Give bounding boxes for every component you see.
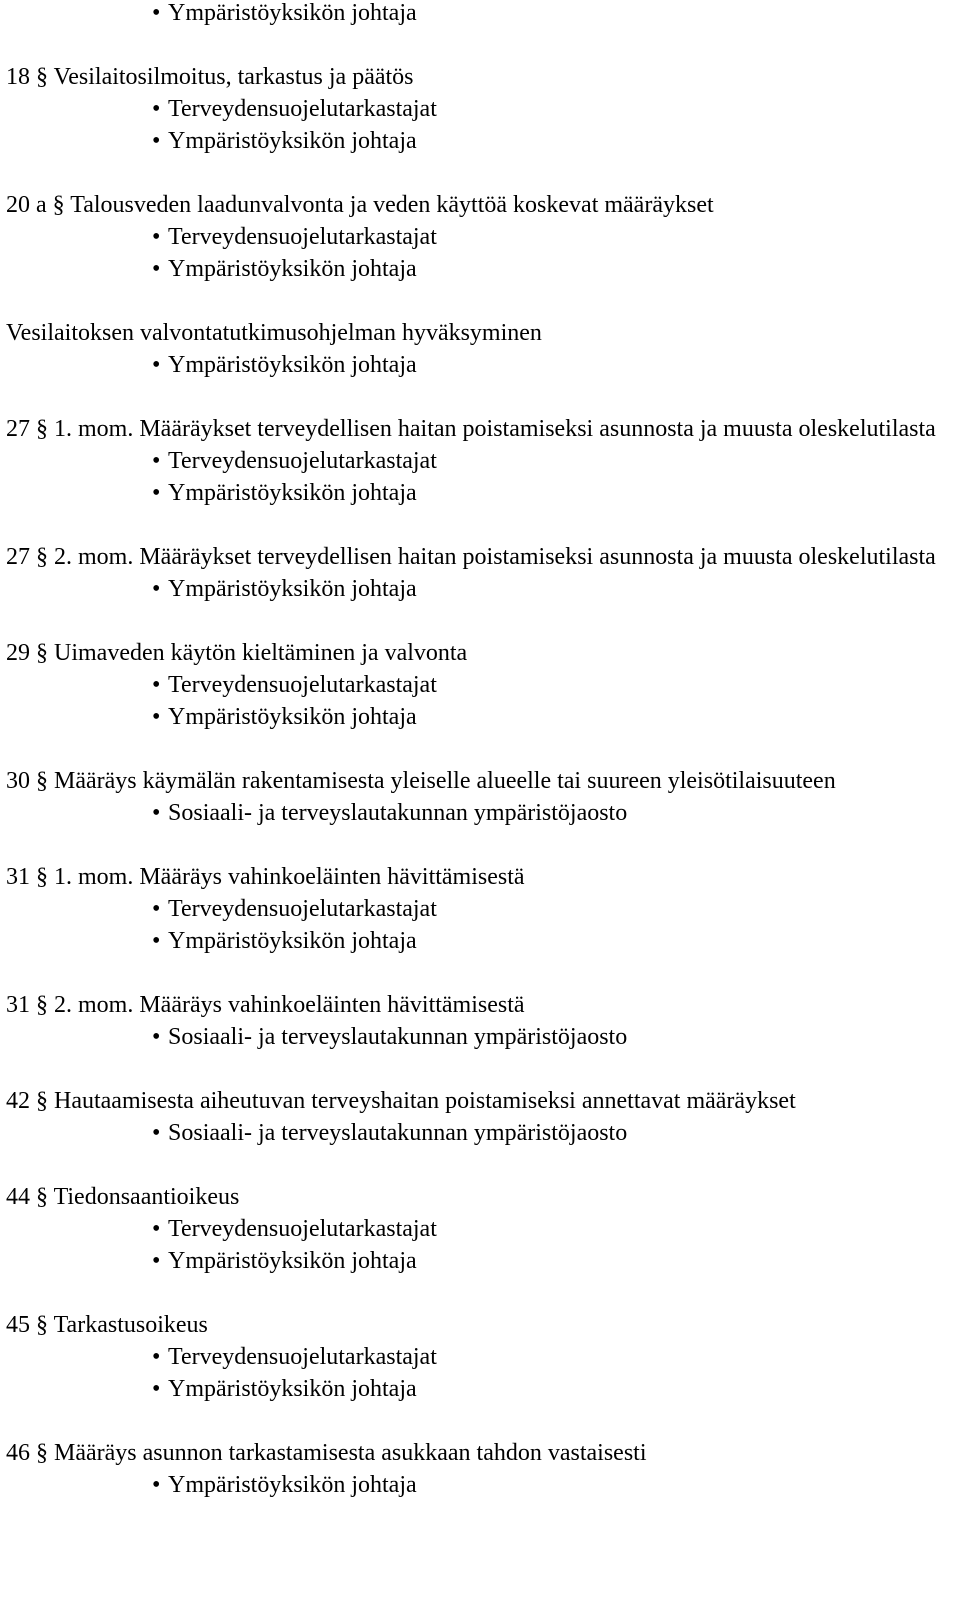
bullet-text: Ympäristöyksikön johtaja [168,1376,417,1402]
bullet-item [6,253,956,285]
section-heading: 31 § 1. mom. Määräys vahinkoeläinten hävittämisestä [6,864,525,890]
bullet-icon: • [152,1248,161,1274]
bullet-item [6,93,956,125]
section-block [6,413,956,509]
bullet-text: Terveydensuojelutarkastajat [168,896,437,922]
section-heading: 46 § Määräys asunnon tarkastamisesta asukkaan tahdon vastaisesti [6,1440,647,1466]
bullet-icon: • [152,1120,161,1146]
bullet-item [6,893,956,925]
bullet-item [6,669,956,701]
bullet-text: Ympäristöyksikön johtaja [168,1472,417,1498]
bullet-icon: • [152,1376,161,1402]
bullet-text: Ympäristöyksikön johtaja [168,480,417,506]
bullet-item [6,1245,956,1277]
section-heading: 31 § 2. mom. Määräys vahinkoeläinten hävittämisestä [6,992,525,1018]
bullet-text: Sosiaali- ja terveyslautakunnan ympäristöjaosto [168,800,628,826]
bullet-item [6,349,956,381]
bullet-icon: • [152,480,161,506]
bullet-item [6,1117,956,1149]
section-block [6,637,956,733]
bullet-icon: • [152,928,161,954]
bullet-text: Terveydensuojelutarkastajat [168,1216,437,1242]
section-heading: 45 § Tarkastusoikeus [6,1312,208,1338]
section-block [6,61,956,157]
sections-list [6,61,956,1501]
bullet-text: Ympäristöyksikön johtaja [168,704,417,730]
bullet-item [6,1021,956,1053]
bullet-icon: • [152,256,161,282]
section-block [6,1437,956,1501]
bullet-icon: • [152,704,161,730]
section-heading: 30 § Määräys käymälän rakentamisesta yleiselle alueelle tai suureen yleisötilaisuuteen [6,768,836,794]
bullet-text: Ympäristöyksikön johtaja [168,128,417,154]
bullet-text: Ympäristöyksikön johtaja [168,1248,417,1274]
bullet-icon: • [152,672,161,698]
section-block [6,541,956,605]
bullet-icon: • [152,576,161,602]
bullet-item [6,701,956,733]
section-block [6,765,956,829]
bullet-item [6,573,956,605]
section-heading: 18 § Vesilaitosilmoitus, tarkastus ja päätös [6,64,414,90]
bullet-icon: • [152,896,161,922]
section-block [6,1309,956,1405]
bullet-item [6,1469,956,1501]
section-heading: 27 § 2. mom. Määräykset terveydellisen haitan poistamiseksi asunnosta ja muusta oleskelutilasta [6,544,936,570]
bullet-text: Ympäristöyksikön johtaja [168,352,417,378]
bullet-icon: • [152,96,161,122]
section-heading: 29 § Uimaveden käytön kieltäminen ja valvonta [6,640,468,666]
bullet-item [6,1341,956,1373]
bullet-item [6,1213,956,1245]
bullet-text: Terveydensuojelutarkastajat [168,1344,437,1370]
bullet-text: Ympäristöyksikön johtaja [168,256,417,282]
bullet-text: Ympäristöyksikön johtaja [168,0,417,26]
section-block [6,861,956,957]
bullet-icon: • [152,128,161,154]
section-block [6,189,956,285]
section-block [6,317,956,381]
section-block [6,1181,956,1277]
bullet-item [6,125,956,157]
bullet-text: Terveydensuojelutarkastajat [168,96,437,122]
section-heading: 44 § Tiedonsaantioikeus [6,1184,240,1210]
bullet-item [6,1373,956,1405]
bullet-item [6,0,956,29]
bullet-text: Ympäristöyksikön johtaja [168,928,417,954]
bullet-icon: • [152,224,161,250]
section-heading: Vesilaitoksen valvontatutkimusohjelman hyväksyminen [6,320,542,346]
bullet-text: Terveydensuojelutarkastajat [168,448,437,474]
bullet-text: Sosiaali- ja terveyslautakunnan ympäristöjaosto [168,1120,628,1146]
section-heading: 20 a § Talousveden laadunvalvonta ja veden käyttöä koskevat määräykset [6,192,714,218]
section-heading: 42 § Hautaamisesta aiheutuvan terveyshaitan poistamiseksi annettavat määräykset [6,1088,796,1114]
bullet-text: Terveydensuojelutarkastajat [168,224,437,250]
bullet-icon: • [152,1472,161,1498]
bullet-text: Terveydensuojelutarkastajat [168,672,437,698]
bullet-icon: • [152,0,161,26]
bullet-icon: • [152,800,161,826]
bullet-text: Sosiaali- ja terveyslautakunnan ympäristöjaosto [168,1024,628,1050]
bullet-icon: • [152,352,161,378]
bullet-item [6,477,956,509]
bullet-item [6,221,956,253]
bullet-item [6,925,956,957]
bullet-text: Ympäristöyksikön johtaja [168,576,417,602]
bullet-icon: • [152,1024,161,1050]
bullet-icon: • [152,448,161,474]
section-block [6,989,956,1053]
bullet-item [6,797,956,829]
bullet-item [6,445,956,477]
section-block [6,1085,956,1149]
bullet-icon: • [152,1344,161,1370]
document-body [6,0,956,1501]
bullet-icon: • [152,1216,161,1242]
section-heading: 27 § 1. mom. Määräykset terveydellisen haitan poistamiseksi asunnosta ja muusta oleskelutilasta [6,416,936,442]
